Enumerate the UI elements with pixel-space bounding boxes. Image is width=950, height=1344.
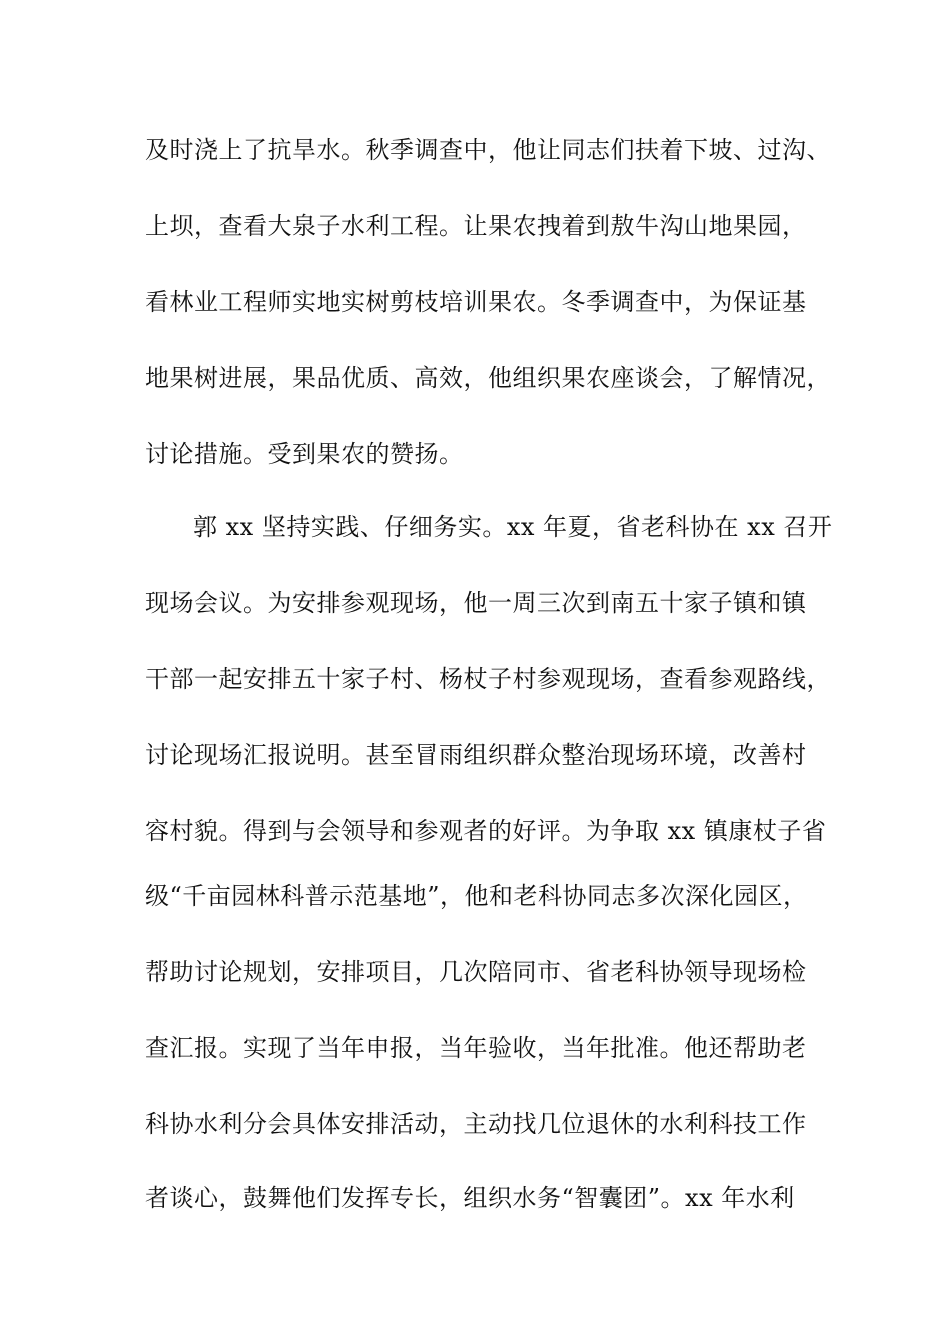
text-line: 现场会议。为安排参观现场，他一周三次到南五十家子镇和镇	[145, 589, 807, 617]
text-line: 干部一起安排五十家子村、杨杖子村参观现场，查看参观路线，	[145, 665, 831, 693]
text-line: 科协水利分会具体安排活动，主动找几位退休的水利科技工作	[145, 1110, 807, 1138]
text-line: 讨论现场汇报说明。甚至冒雨组织群众整治现场环境，改善村	[145, 741, 807, 769]
text-line: 看林业工程师实地实树剪枝培训果农。冬季调查中，为保证基	[145, 288, 807, 316]
text-line: 者谈心，鼓舞他们发挥专长，组织水务“智囊团”。xx 年水利	[145, 1184, 795, 1212]
text-line: 查汇报。实现了当年申报，当年验收，当年批准。他还帮助老	[145, 1034, 807, 1062]
paragraph-first-line: 郭 xx 坚持实践、仔细务实。xx 年夏，省老科协在 xx 召开	[193, 513, 833, 541]
text-line: 上坝，查看大泉子水利工程。让果农拽着到敖牛沟山地果园，	[145, 212, 807, 240]
text-line: 讨论措施。受到果农的赞扬。	[145, 440, 464, 468]
text-line: 地果树进展，果品优质、高效，他组织果农座谈会，了解情况，	[145, 364, 831, 392]
text-line: 容村貌。得到与会领导和参观者的好评。为争取 xx 镇康杖子省	[145, 817, 827, 845]
text-line: 级“千亩园林科普示范基地”，他和老科协同志多次深化园区，	[145, 882, 808, 910]
text-line: 帮助讨论规划，安排项目，几次陪同市、省老科协领导现场检	[145, 958, 807, 986]
text-line: 及时浇上了抗旱水。秋季调查中，他让同志们扶着下坡、过沟、	[145, 136, 831, 164]
